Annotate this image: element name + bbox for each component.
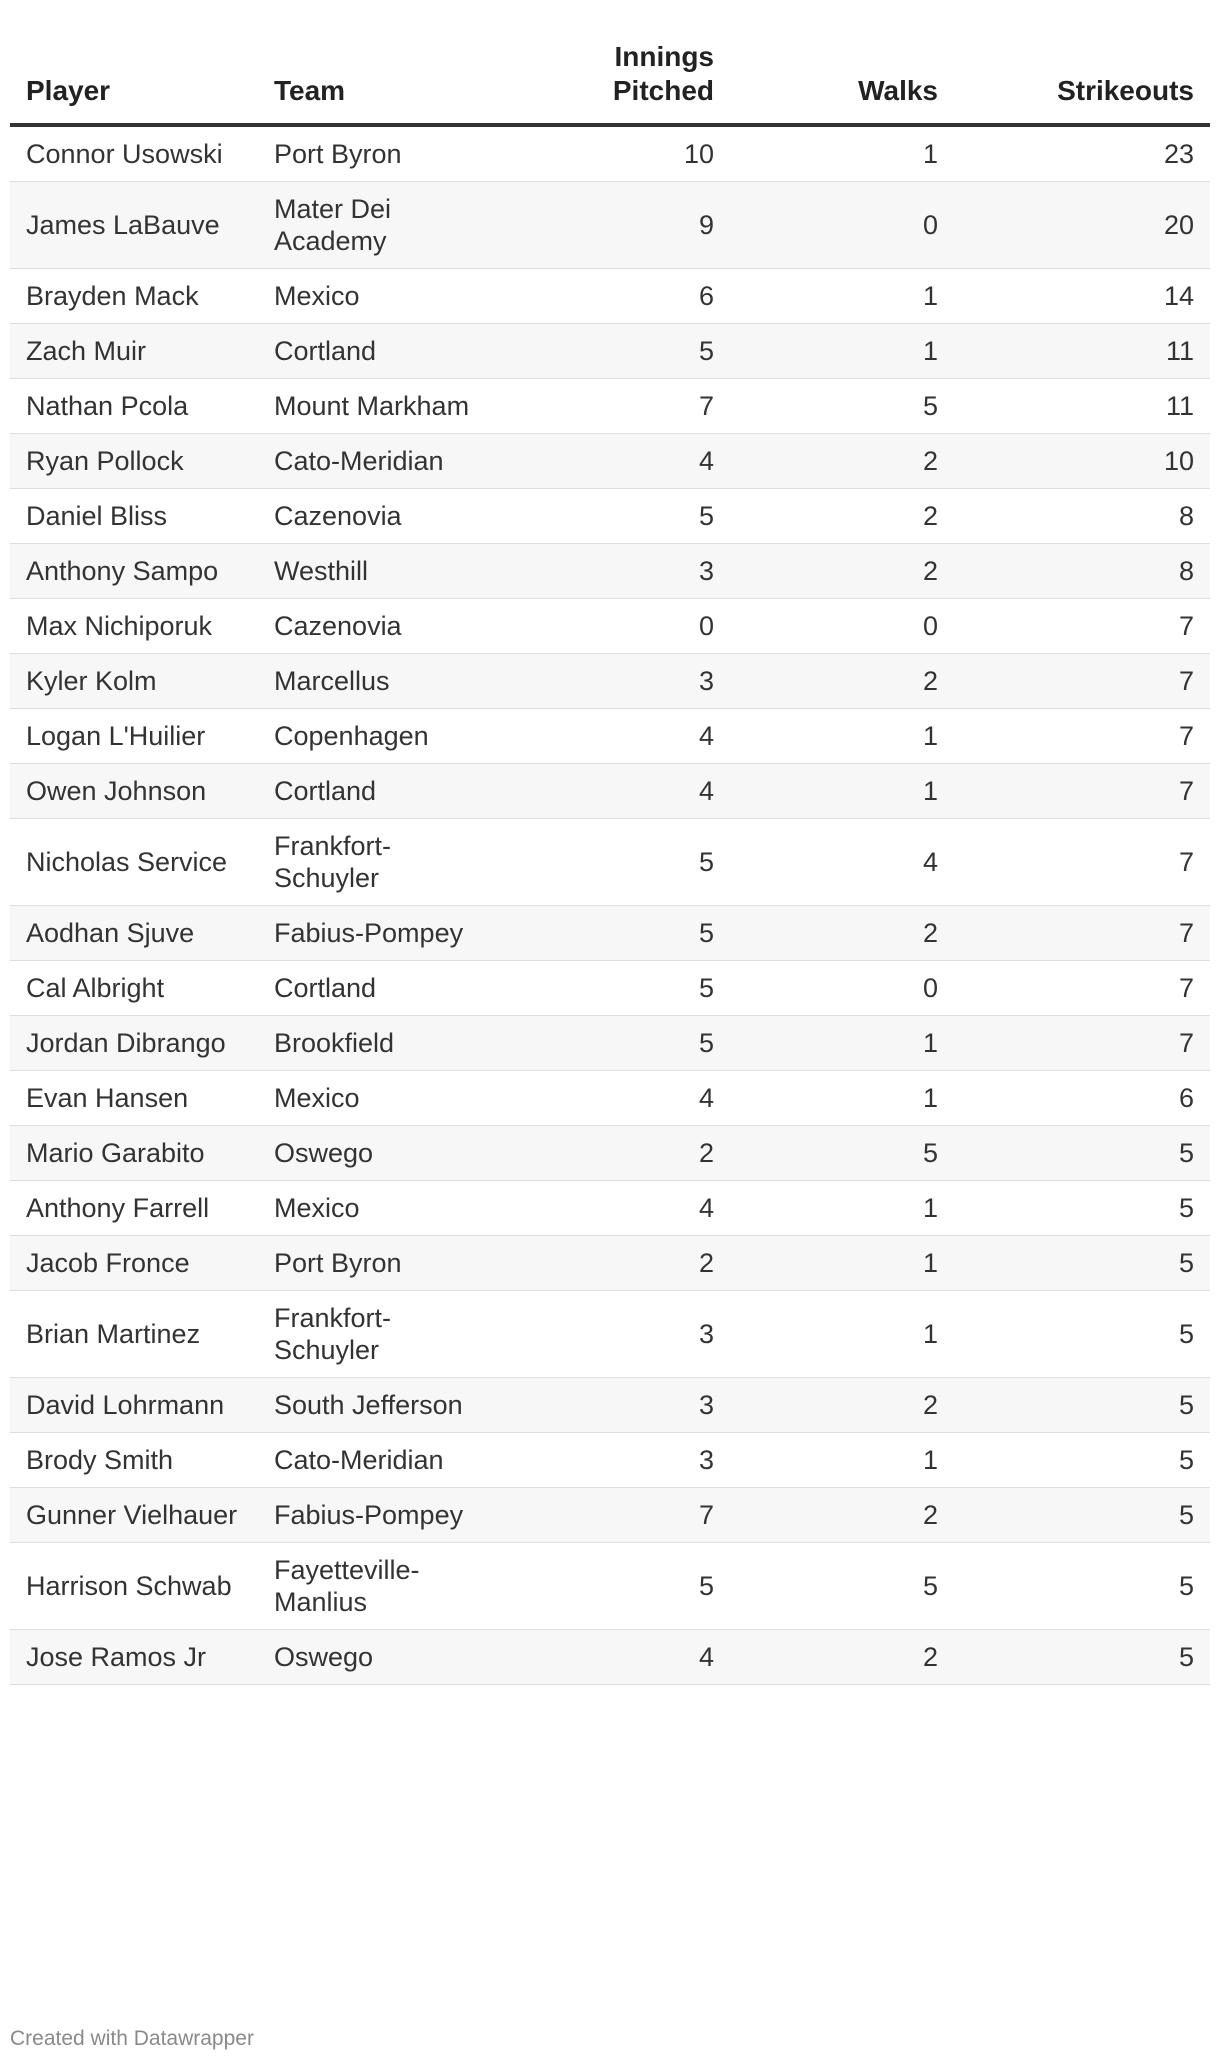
player-cell: Jose Ramos Jr [10, 1630, 258, 1685]
strikeouts-cell: 7 [954, 1016, 1210, 1071]
walks-cell: 1 [730, 764, 954, 819]
walks-cell: 4 [730, 819, 954, 906]
team-cell: Fabius-Pompey [258, 1488, 506, 1543]
player-cell: Kyler Kolm [10, 654, 258, 709]
walks-cell: 1 [730, 1016, 954, 1071]
strikeouts-cell: 7 [954, 906, 1210, 961]
table-row [10, 1378, 1210, 1433]
table-row [10, 1071, 1210, 1126]
strikeouts-cell: 5 [954, 1236, 1210, 1291]
player-cell: Anthony Farrell [10, 1181, 258, 1236]
player-cell: Evan Hansen [10, 1071, 258, 1126]
player-cell: Daniel Bliss [10, 489, 258, 544]
table-row [10, 819, 1210, 906]
innings-pitched-cell: 2 [506, 1126, 730, 1181]
strikeouts-cell: 5 [954, 1181, 1210, 1236]
strikeouts-cell: 20 [954, 182, 1210, 269]
strikeouts-cell: 8 [954, 544, 1210, 599]
team-cell: Cortland [258, 324, 506, 379]
strikeouts-cell: 10 [954, 434, 1210, 489]
strikeouts-cell: 7 [954, 764, 1210, 819]
innings-pitched-cell: 9 [506, 182, 730, 269]
innings-pitched-cell: 6 [506, 269, 730, 324]
table-row [10, 709, 1210, 764]
player-cell: Brayden Mack [10, 269, 258, 324]
walks-cell: 1 [730, 269, 954, 324]
innings-pitched-cell: 4 [506, 709, 730, 764]
table-row [10, 324, 1210, 379]
table-row [10, 1488, 1210, 1543]
innings-pitched-cell: 7 [506, 1488, 730, 1543]
column-header-walks[interactable]: Walks [730, 40, 954, 125]
strikeouts-cell: 5 [954, 1488, 1210, 1543]
table-row [10, 1291, 1210, 1378]
table-row [10, 1016, 1210, 1071]
player-cell: Harrison Schwab [10, 1543, 258, 1630]
table-row [10, 1433, 1210, 1488]
strikeouts-cell: 23 [954, 125, 1210, 182]
strikeouts-cell: 5 [954, 1378, 1210, 1433]
walks-cell: 1 [730, 1181, 954, 1236]
team-cell: Mexico [258, 1071, 506, 1126]
table-row [10, 1630, 1210, 1685]
player-cell: James LaBauve [10, 182, 258, 269]
team-cell: Oswego [258, 1126, 506, 1181]
table-row [10, 434, 1210, 489]
team-cell: Cazenovia [258, 599, 506, 654]
team-cell: Copenhagen [258, 709, 506, 764]
innings-pitched-cell: 4 [506, 1071, 730, 1126]
table-row [10, 1181, 1210, 1236]
table-row [10, 269, 1210, 324]
innings-pitched-cell: 3 [506, 544, 730, 599]
table-row [10, 906, 1210, 961]
innings-pitched-cell: 5 [506, 819, 730, 906]
player-cell: Gunner Vielhauer [10, 1488, 258, 1543]
player-cell: Ryan Pollock [10, 434, 258, 489]
table-header [10, 40, 1210, 125]
team-cell: Fabius-Pompey [258, 906, 506, 961]
player-cell: Max Nichiporuk [10, 599, 258, 654]
player-cell: Nicholas Service [10, 819, 258, 906]
strikeouts-cell: 7 [954, 599, 1210, 654]
innings-pitched-cell: 7 [506, 379, 730, 434]
strikeouts-cell: 6 [954, 1071, 1210, 1126]
innings-pitched-cell: 4 [506, 434, 730, 489]
walks-cell: 0 [730, 599, 954, 654]
innings-pitched-cell: 3 [506, 1291, 730, 1378]
table-row [10, 961, 1210, 1016]
table-row [10, 489, 1210, 544]
innings-pitched-cell: 4 [506, 1181, 730, 1236]
player-cell: Cal Albright [10, 961, 258, 1016]
player-cell: Brody Smith [10, 1433, 258, 1488]
team-cell: Cato-Meridian [258, 434, 506, 489]
walks-cell: 5 [730, 1543, 954, 1630]
team-cell: Frankfort-Schuyler [258, 1291, 506, 1378]
walks-cell: 2 [730, 1378, 954, 1433]
table-row [10, 125, 1210, 182]
stats-table [10, 40, 1210, 1685]
innings-pitched-cell: 5 [506, 324, 730, 379]
innings-pitched-cell: 3 [506, 1378, 730, 1433]
team-cell: Mount Markham [258, 379, 506, 434]
team-cell: Mater Dei Academy [258, 182, 506, 269]
walks-cell: 0 [730, 182, 954, 269]
table-row [10, 764, 1210, 819]
strikeouts-cell: 7 [954, 709, 1210, 764]
innings-pitched-cell: 0 [506, 599, 730, 654]
innings-pitched-cell: 4 [506, 1630, 730, 1685]
team-cell: Port Byron [258, 1236, 506, 1291]
strikeouts-cell: 7 [954, 654, 1210, 709]
table-row [10, 599, 1210, 654]
walks-cell: 5 [730, 1126, 954, 1181]
column-header-team[interactable]: Team [258, 40, 506, 125]
walks-cell: 2 [730, 654, 954, 709]
walks-cell: 2 [730, 1488, 954, 1543]
player-cell: Owen Johnson [10, 764, 258, 819]
player-cell: Aodhan Sjuve [10, 906, 258, 961]
column-header-innings-pitched[interactable]: Innings Pitched [506, 40, 730, 125]
team-cell: South Jefferson [258, 1378, 506, 1433]
player-cell: Nathan Pcola [10, 379, 258, 434]
team-cell: Cato-Meridian [258, 1433, 506, 1488]
team-cell: Oswego [258, 1630, 506, 1685]
player-cell: Connor Usowski [10, 125, 258, 182]
table-row [10, 1236, 1210, 1291]
team-cell: Cazenovia [258, 489, 506, 544]
strikeouts-cell: 5 [954, 1126, 1210, 1181]
strikeouts-cell: 5 [954, 1630, 1210, 1685]
strikeouts-cell: 14 [954, 269, 1210, 324]
table-row [10, 182, 1210, 269]
table-row [10, 379, 1210, 434]
team-cell: Marcellus [258, 654, 506, 709]
player-cell: Logan L'Huilier [10, 709, 258, 764]
player-cell: Brian Martinez [10, 1291, 258, 1378]
innings-pitched-cell: 5 [506, 1543, 730, 1630]
team-cell: Mexico [258, 1181, 506, 1236]
table-body [10, 125, 1210, 1685]
walks-cell: 5 [730, 379, 954, 434]
strikeouts-cell: 5 [954, 1291, 1210, 1378]
table-row [10, 1126, 1210, 1181]
innings-pitched-cell: 3 [506, 654, 730, 709]
column-header-strikeouts[interactable]: Strikeouts [954, 40, 1210, 125]
innings-pitched-cell: 4 [506, 764, 730, 819]
player-cell: Zach Muir [10, 324, 258, 379]
innings-pitched-cell: 5 [506, 961, 730, 1016]
strikeouts-cell: 11 [954, 324, 1210, 379]
walks-cell: 1 [730, 709, 954, 764]
strikeouts-cell: 5 [954, 1433, 1210, 1488]
strikeouts-cell: 7 [954, 819, 1210, 906]
walks-cell: 1 [730, 324, 954, 379]
team-cell: Mexico [258, 269, 506, 324]
datawrapper-credit[interactable]: Created with Datawrapper [10, 2027, 254, 2050]
column-header-player[interactable]: Player [10, 40, 258, 125]
walks-cell: 2 [730, 906, 954, 961]
walks-cell: 1 [730, 1071, 954, 1126]
player-cell: Jacob Fronce [10, 1236, 258, 1291]
innings-pitched-cell: 5 [506, 906, 730, 961]
walks-cell: 1 [730, 1236, 954, 1291]
team-cell: Westhill [258, 544, 506, 599]
innings-pitched-cell: 10 [506, 125, 730, 182]
innings-pitched-cell: 5 [506, 489, 730, 544]
walks-cell: 0 [730, 961, 954, 1016]
innings-pitched-cell: 5 [506, 1016, 730, 1071]
team-cell: Cortland [258, 764, 506, 819]
walks-cell: 1 [730, 125, 954, 182]
walks-cell: 2 [730, 544, 954, 599]
innings-pitched-cell: 3 [506, 1433, 730, 1488]
innings-pitched-cell: 2 [506, 1236, 730, 1291]
player-cell: Anthony Sampo [10, 544, 258, 599]
team-cell: Frankfort-Schuyler [258, 819, 506, 906]
team-cell: Cortland [258, 961, 506, 1016]
strikeouts-cell: 8 [954, 489, 1210, 544]
strikeouts-cell: 5 [954, 1543, 1210, 1630]
strikeouts-cell: 7 [954, 961, 1210, 1016]
table-row [10, 1543, 1210, 1630]
team-cell: Port Byron [258, 125, 506, 182]
player-cell: David Lohrmann [10, 1378, 258, 1433]
table-row [10, 544, 1210, 599]
walks-cell: 2 [730, 434, 954, 489]
walks-cell: 1 [730, 1433, 954, 1488]
header-row [10, 40, 1210, 125]
walks-cell: 1 [730, 1291, 954, 1378]
strikeouts-cell: 11 [954, 379, 1210, 434]
walks-cell: 2 [730, 1630, 954, 1685]
team-cell: Fayetteville-Manlius [258, 1543, 506, 1630]
table-row [10, 654, 1210, 709]
walks-cell: 2 [730, 489, 954, 544]
player-cell: Mario Garabito [10, 1126, 258, 1181]
team-cell: Brookfield [258, 1016, 506, 1071]
player-cell: Jordan Dibrango [10, 1016, 258, 1071]
